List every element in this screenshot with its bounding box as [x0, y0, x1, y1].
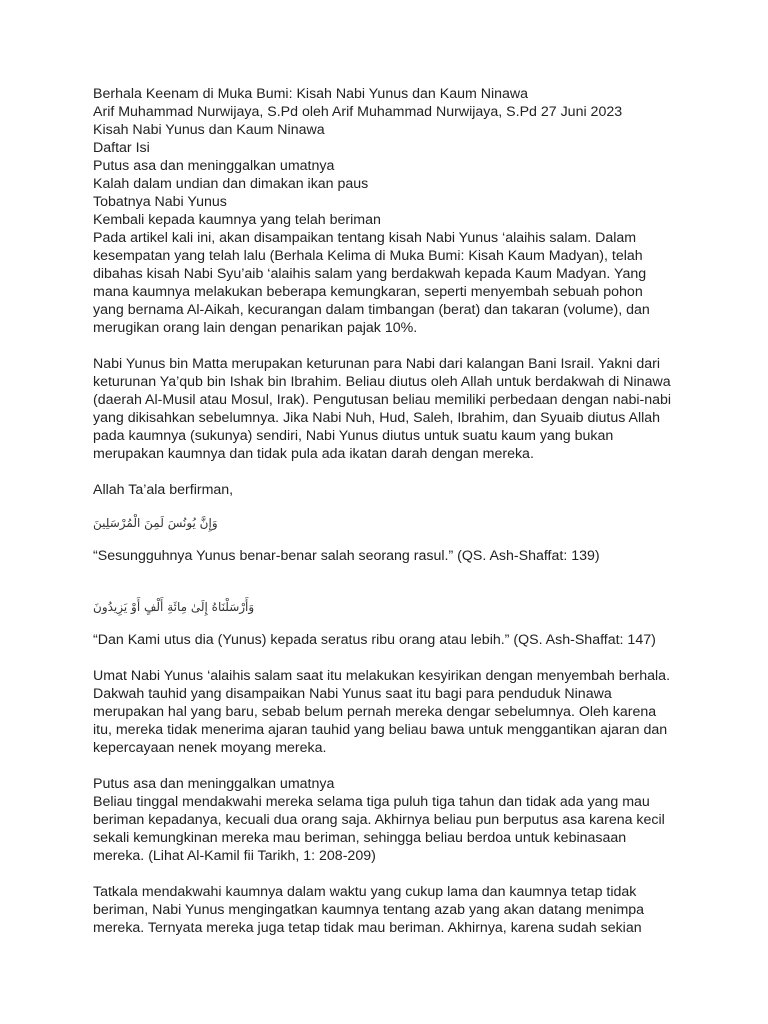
text-line: Tatkala mendakwahi kaumnya dalam waktu yang cukup lama dan kaumnya tetap tidak: [93, 884, 637, 900]
text-line: merupakan kaumnya dan tidak pula ada ikatan darah dengan mereka.: [93, 446, 534, 462]
arabic-verse-1: وَإِنَّ يُونُسَ لَمِنَ الْمُرْسَلِينَ: [93, 516, 218, 530]
text-line: beriman kepadanya, kecuali dua orang saja. Akhirnya beliau pun berputus asa karena kecil: [93, 812, 665, 828]
text-line: beriman, Nabi Yunus mengingatkan kaumnya tentang azab yang akan datang menimpa: [93, 902, 645, 918]
text-line: (daerah Al-Musil atau Mosul, Irak). Pengutusan beliau memiliki perbedaan dengan nabi-nabi: [93, 392, 672, 408]
text-line: Beliau tinggal mendakwahi mereka selama tiga puluh tiga tahun dan tidak ada yang mau: [93, 794, 650, 810]
text-line: merugikan orang lain dengan penarikan pajak 10%.: [93, 320, 418, 336]
text-line: Dakwah tauhid yang disampaikan Nabi Yunus saat itu bagi para penduduk Ninawa: [93, 686, 612, 702]
verse-translation-2: “Dan Kami utus dia (Yunus) kepada seratus ribu orang atau lebih.” (QS. Ash-Shaffat: 147): [93, 632, 656, 648]
text-line: dibahas kisah Nabi Syu’aib ‘alaihis salam yang berdakwah kepada Kaum Madyan. Yang: [93, 266, 647, 282]
verse-translation-1: “Sesungguhnya Yunus benar-benar salah seorang rasul.” (QS. Ash-Shaffat: 139): [93, 548, 600, 564]
document-body: [93, 85, 683, 937]
text-line: Pada artikel kali ini, akan disampaikan tentang kisah Nabi Yunus ‘alaihis salam. Dalam: [93, 230, 637, 246]
text-line: yang dikisahkan sebelumnya. Jika Nabi Nuh, Hud, Saleh, Ibrahim, dan Syuaib diutus Allah: [93, 410, 661, 426]
text-line: mana kaumnya melakukan beberapa kemungkaran, seperti menyembah sebuah pohon: [93, 284, 643, 300]
article-title: Berhala Keenam di Muka Bumi: Kisah Nabi Yunus dan Kaum Ninawa: [93, 86, 529, 102]
paragraph-intro: [93, 229, 683, 337]
paragraph-kesyirikan: [93, 667, 683, 757]
text-line: Umat Nabi Yunus ‘alaihis salam saat itu melakukan kesyirikan dengan menyembah berhala.: [93, 668, 671, 684]
section-heading: Putus asa dan meninggalkan umatnya: [93, 776, 335, 792]
article-subtitle: Kisah Nabi Yunus dan Kaum Ninawa: [93, 122, 325, 138]
allah-said-text: Allah Ta’ala berfirman,: [93, 482, 234, 498]
text-line: kepercayaan nenek moyang mereka.: [93, 740, 327, 756]
text-line: keturunan Ya’qub bin Ishak bin Ibrahim. Beliau diutus oleh Allah untuk berdakwah di Ninawa: [93, 374, 671, 390]
text-line: itu, mereka tidak menerima ajaran tauhid yang beliau bawa untuk menggantikan ajaran dan: [93, 722, 668, 738]
paragraph-nabi-yunus: [93, 355, 683, 463]
toc-heading: Daftar Isi: [93, 140, 150, 156]
text-line: yang bernama Al-Aikah, kecurangan dalam timbangan (berat) dan takaran (volume), dan: [93, 302, 650, 318]
text-line: mereka. (Lihat Al-Kamil fii Tarikh, 1: 208-209): [93, 848, 376, 864]
arabic-verse-2: وَأَرْسَلْنَاهُ إِلَىٰ مِائَةِ أَلْفٍ أَوْ يَزِيدُونَ: [93, 600, 255, 614]
article-byline: Arif Muhammad Nurwijaya, S.Pd oleh Arif Muhammad Nurwijaya, S.Pd 27 Juni 2023: [93, 104, 623, 120]
paragraph-azab: [93, 883, 683, 937]
text-line: kesempatan yang telah lalu (Berhala Kelima di Muka Bumi: Kisah Kaum Madyan), telah: [93, 248, 643, 264]
toc-item: Kalah dalam undian dan dimakan ikan paus: [93, 176, 369, 192]
text-line: Nabi Yunus bin Matta merupakan keturunan para Nabi dari kalangan Bani Israil. Yakni dari: [93, 356, 661, 372]
text-line: pada kaumnya (sukunya) sendiri, Nabi Yunus diutus untuk suatu kaum yang bukan: [93, 428, 614, 444]
text-line: merupakan hal yang baru, sebab belum pernah mereka dengar sebelumnya. Oleh karena: [93, 704, 657, 720]
text-line: mereka. Ternyata mereka juga tetap tidak mau beriman. Akhirnya, karena sudah sekian: [93, 920, 642, 936]
toc-item: Putus asa dan meninggalkan umatnya: [93, 158, 335, 174]
paragraph-putus-asa: [93, 793, 683, 865]
toc-item: Tobatnya Nabi Yunus: [93, 194, 227, 210]
text-line: sekali kemungkinan mereka mau beriman, sehingga beliau berdoa untuk kebinasaan: [93, 830, 627, 846]
toc-item: Kembali kepada kaumnya yang telah beriman: [93, 212, 381, 228]
